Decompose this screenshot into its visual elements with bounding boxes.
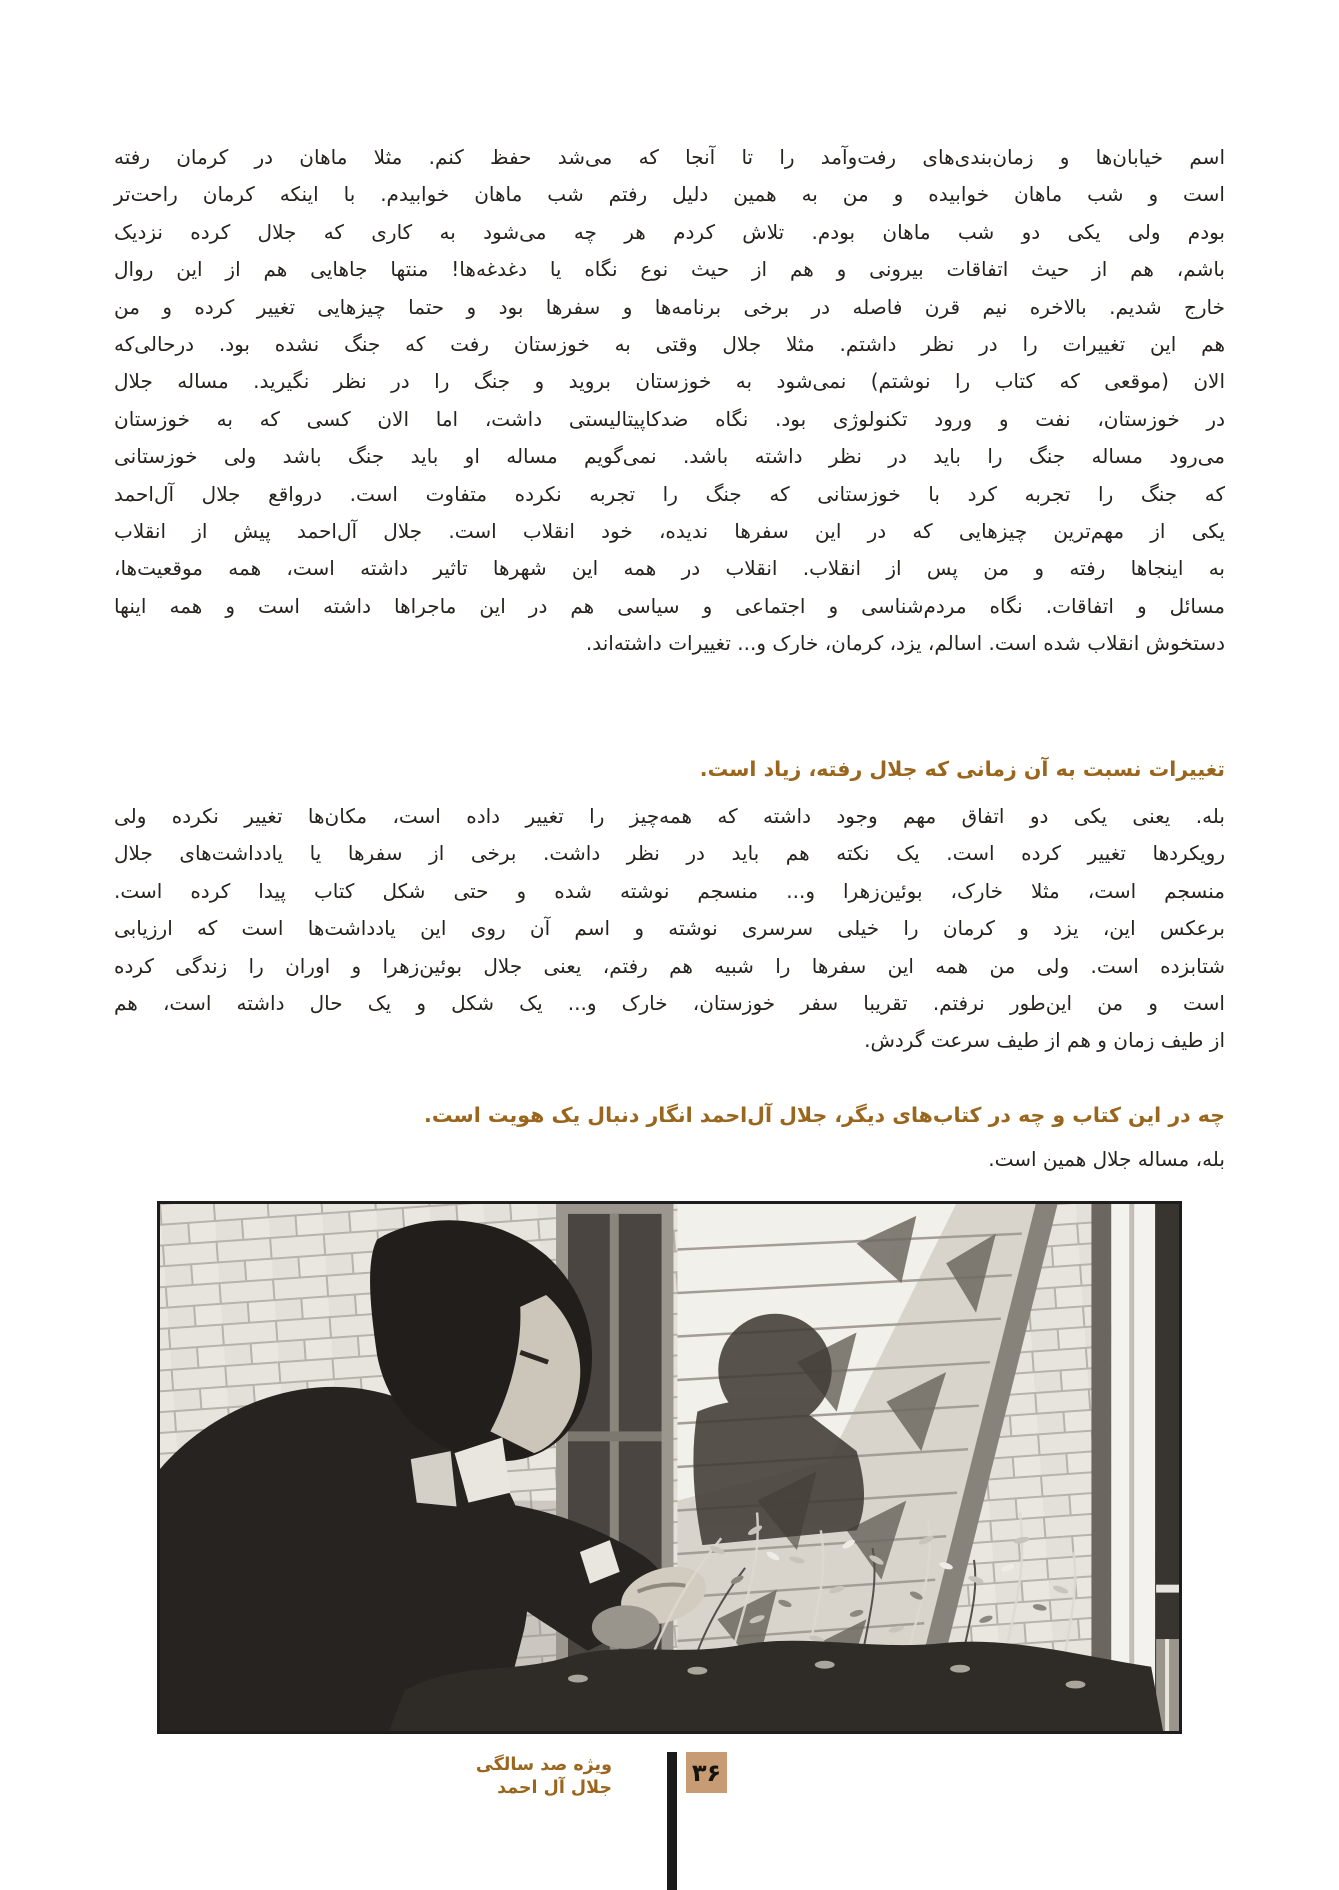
text-line: مسائل و اتفاقات. نگاه مردم‌شناسی و اجتماعی و سیاسی هم در این ماجراها داشته است و همه اینها bbox=[114, 593, 1225, 618]
text-line: رویکردها تغییر کرده است. یک نکته هم باید در نظر داشت. برخی از سفرها یا یادداشت‌های جلال bbox=[114, 841, 1225, 866]
jalal-al-e-ahmad-photo bbox=[157, 1201, 1182, 1734]
text-line: خارج شدیم. بالاخره نیم قرن فاصله در برخی برنامه‌ها و سفرها بود و حتما چیزهایی تغییر کرده و من bbox=[114, 294, 1225, 319]
text-line: الان (موقعی که کتاب را نوشتم) نمی‌شود به خوزستان بروید و جنگ را در نظر نگیرید. مساله جلال bbox=[114, 369, 1225, 394]
text-line: اسم خیابان‌ها و زمان‌بندی‌های رفت‌وآمد را تا آنجا که می‌شد حفظ کنم. مثلا ماهان در کرمان رفته bbox=[114, 145, 1225, 169]
text-line: منسجم است، مثلا خارک، بوئین‌زهرا و... منسجم نوشته شده و حتی شکل کتاب پیدا کرده است. bbox=[114, 878, 1225, 903]
interview-answer-paragraph-1 bbox=[114, 798, 1225, 1060]
text-line: در خوزستان، نفت و ورود تکنولوژی بود. نگاه ضدکاپیتالیستی داشت، اما الان کسی که به خوزستان bbox=[114, 406, 1225, 431]
text-line: می‌رود مساله جنگ را باید در نظر داشته باشد. نمی‌گویم مساله او باید جنگ باشد ولی خوزستانی bbox=[114, 444, 1225, 469]
interview-answer-2: بله، مساله جلال همین است. bbox=[988, 1147, 1225, 1171]
text-line: است و شب ماهان خوابیده و من به همین دلیل رفتم شب ماهان خوابیدم. با اینکه کرمان راحت‌تر bbox=[114, 182, 1225, 207]
footer-label-line-2: جلال آل احمد bbox=[497, 1778, 612, 1798]
footer-section-label bbox=[476, 1754, 612, 1800]
text-line: شتابزده است. ولی من همه این سفرها را شبیه هم رفتم، یعنی جلال بوئین‌زهرا و اوران را زندگی کرده bbox=[114, 953, 1225, 978]
text-line: که جنگ را تجربه کرد با خوزستانی که جنگ را تجربه نکرده متفاوت است. درواقع جلال آل‌احمد bbox=[114, 481, 1225, 506]
text-line: است و من این‌طور نرفتم. تقریبا سفر خوزستان، خارک و... یک شکل و یک حال داشته است، هم bbox=[114, 991, 1225, 1016]
text-line: هم این تغییرات را در نظر داشتم. مثلا جلال وقتی به خوزستان رفت که جنگ نشده بود. درحالی‌که bbox=[114, 332, 1225, 357]
text-line: از طیف زمان و هم از طیف سرعت گردش. bbox=[864, 1028, 1225, 1053]
photo-illustration bbox=[160, 1204, 1179, 1731]
interview-question-1: تغییرات نسبت به آن زمانی که جلال رفته، زیاد است. bbox=[699, 757, 1225, 781]
right-window-frame bbox=[1091, 1204, 1179, 1731]
text-line: باشم، هم از حیث اتفاقات بیرونی و هم از حیث نوع نگاه یا دغدغه‌ها! منتها جاهایی هم از این روال bbox=[114, 257, 1225, 282]
interview-intro-paragraph bbox=[114, 139, 1225, 663]
text-line: بله. یعنی یکی دو اتفاق مهم وجود داشته که همه‌چیز را تغییر داده است، مکان‌ها تغییر نکرده ولی bbox=[114, 804, 1225, 828]
text-line: بودم ولی یکی دو شب ماهان بودم. تلاش کردم هر چه می‌شود به کاری که جلال کرده نزدیک bbox=[114, 219, 1225, 244]
page-number-badge: ۳۶ bbox=[686, 1752, 727, 1793]
text-line: یکی از مهم‌ترین چیزهایی که در این سفرها ندیده، خود انقلاب است. جلال آل‌احمد پیش از انقلاب bbox=[114, 519, 1225, 544]
text-line: به اینجاها رفته و من پس از انقلاب. انقلاب در همه این شهرها تاثیر داشته است، همه موقعیت‌ها، bbox=[114, 556, 1225, 581]
footer-label-line-1: ویژه صد سالگی bbox=[475, 1755, 612, 1775]
interview-question-2: چه در این کتاب و چه در کتاب‌های دیگر، جلال آل‌احمد انگار دنبال یک هویت است. bbox=[424, 1103, 1225, 1127]
text-line: برعکس این، یزد و کرمان را خیلی سرسری نوشته و اسم آن روی این یادداشت‌ها است که ارزیابی bbox=[114, 916, 1225, 941]
text-line: دستخوش انقلاب شده است. اسالم، یزد، کرمان، خارک و... تغییرات داشته‌اند. bbox=[585, 631, 1225, 656]
footer-divider-bar bbox=[667, 1752, 677, 1890]
